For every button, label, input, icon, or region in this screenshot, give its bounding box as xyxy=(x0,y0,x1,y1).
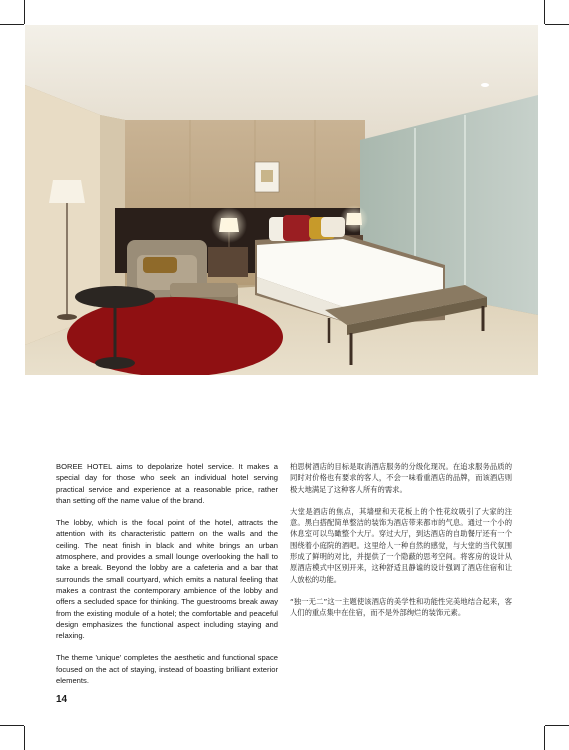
chinese-paragraph-lobby: 大堂是酒店的焦点，其墙壁和天花板上的个性花纹吸引了大家的注意。黑白搭配简单整洁的装饰为酒店带来都市的气息。通过一个小的休息室可以鸟瞰整个大厅。穿过大厅，到达酒店的自助餐厅还有一个围绕着小庭院的酒吧。这里给人一种自然的感觉，与大堂的当代氛围形成了鲜明的对比，并提供了一个隐蔽的思考空间。将客房的设计从原酒店模式中区别开来，这种舒适且静谧的设计强调了酒店住宿和让人放松的功能。 xyxy=(290,506,512,584)
english-text-column xyxy=(56,461,278,697)
english-paragraph-lobby: The lobby, which is the focal point of the hotel, attracts the attention with its characteristic pattern on the walls and the ceiling. The neat finish in black and white brings an urban atmosphere, and provides a small lounge overlooking the hall to take a break. Beyond the lobby are a cafeteria and a bar that surrounds the small courtyard, which emits a natural feeling that makes a contrast the contemporary ambience of the lobby and offers a secluded space for thinking. The guestrooms break away from the existing module of a hotel; the comfortable and peaceful design emphasizes the functional aspect including staying and relaxing. xyxy=(56,518,278,641)
chinese-paragraph-intro: 柏思树酒店的目标是取消酒店服务的分级化现况。在追求服务品质的同时对价格也有要求的客人，不会一味看重酒店的品牌，而该酒店则极大地满足了这种客人所有的需求。 xyxy=(290,462,512,494)
crop-mark xyxy=(545,725,569,726)
crop-mark xyxy=(24,726,25,750)
hotel-room-photo xyxy=(25,25,538,375)
crop-mark xyxy=(545,24,569,25)
crop-mark xyxy=(0,725,24,726)
page-number: 14 xyxy=(56,694,68,705)
chinese-paragraph-theme: “独一无二”这一主题使该酒店的美学性和功能性完美地结合起来，客人们的重点集中在住宿，而不是外部绚烂的装饰元素。 xyxy=(290,596,512,618)
crop-mark xyxy=(24,0,25,24)
crop-mark xyxy=(0,24,24,25)
hotel-room-illustration xyxy=(25,25,538,375)
crop-mark xyxy=(544,726,545,750)
crop-mark xyxy=(544,0,545,24)
english-paragraph-theme: The theme 'unique' completes the aesthetic and functional space focused on the act of staying, instead of boasting brilliant exterior elements. xyxy=(56,653,278,686)
english-paragraph-intro: BOREE HOTEL aims to depolarize hotel service. It makes a special day for those who seek an individual hotel serving practical service and experience at a reasonable price, rather than setting off the name value of the brand. xyxy=(56,462,278,505)
chinese-text-column xyxy=(290,461,512,630)
